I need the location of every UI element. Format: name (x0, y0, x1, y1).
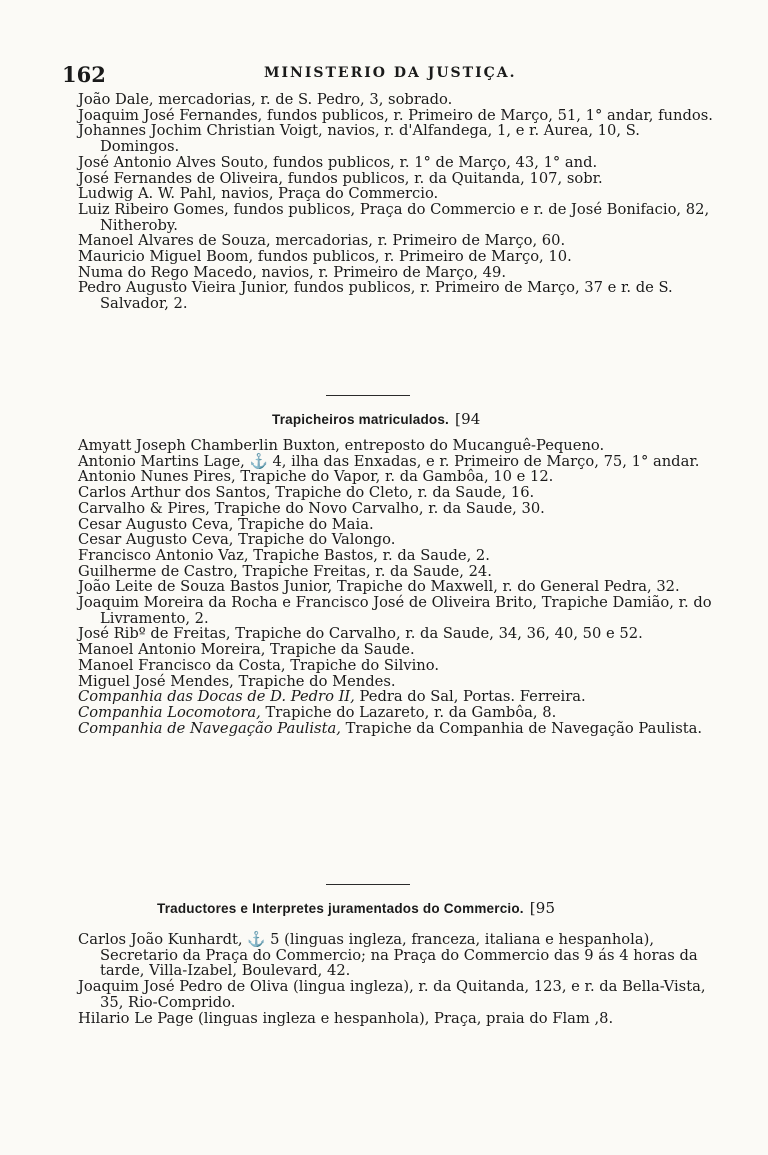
list-item: João Leite de Souza Bastos Junior, Trapiche do Maxwell, r. do General Pedra, 32. (78, 578, 680, 596)
list-item: Guilherme de Castro, Trapiche Freitas, r. da Saude, 24. (78, 562, 492, 580)
list-item: Ludwig A. W. Pahl, navios, Praça do Commercio. (78, 185, 439, 203)
list-item-company (78, 689, 718, 705)
list-item: Joaquim José Pedro de Oliva (lingua ingleza), r. da Quitanda, 123, e r. da Bella-Vista, 35, Rio-Comprido. (78, 978, 706, 1011)
company-name: Companhia de Navegação Paulista, (78, 719, 341, 737)
list-item: Cesar Augusto Ceva, Trapiche do Valongo. (78, 531, 396, 549)
list-item: Johannes Jochim Christian Voigt, navios, r. d'Alfandega, 1, e r. Aurea, 10, S. Domingos. (78, 122, 640, 156)
trapicheiros-list (78, 438, 718, 736)
company-details: Trapiche da Companhia de Navegação Paulista. (340, 719, 703, 737)
company-name: Companhia Locomotora, (78, 703, 261, 721)
list-item: João Dale, mercadorias, r. de S. Pedro, 3, sobrado. (78, 91, 453, 108)
intro-list (78, 92, 718, 312)
traductores-list (78, 932, 718, 1026)
company-name: Companhia das Docas de D. Pedro II, (78, 688, 355, 706)
list-item: José Ribº de Freitas, Trapiche do Carvalho, r. da Saude, 34, 36, 40, 50 e 52. (78, 625, 643, 643)
section-divider (326, 395, 410, 396)
list-item: Carlos Arthur dos Santos, Trapiche do Cleto, r. da Saude, 16. (78, 484, 535, 502)
list-item-company (78, 705, 718, 721)
list-item: José Fernandes de Oliveira, fundos publicos, r. da Quitanda, 107, sobr. (78, 169, 603, 187)
list-item: Miguel José Mendes, Trapiche do Mendes. (78, 672, 396, 690)
list-item: Joaquim Moreira da Rocha e Francisco José de Oliveira Brito, Trapiche Damião, r. do Livramento, 2. (78, 594, 712, 627)
list-item: Manoel Antonio Moreira, Trapiche da Saude. (78, 641, 415, 659)
list-item: Carlos João Kunhardt, ⚓ 5 (linguas ingleza, franceza, italiana e hespanhola), Secretario da Praça do Commercio; na Praça do Commercio das 9 ás 4 horas da tarde, Villa-Izabel, Boulevard, 42. (78, 931, 698, 980)
company-details: Pedra do Sal, Portas. Ferreira. (354, 688, 586, 706)
section-heading-trapicheiros (272, 410, 481, 428)
list-item: Carvalho & Pires, Trapiche do Novo Carvalho, r. da Saude, 30. (78, 499, 545, 517)
list-item: José Antonio Alves Souto, fundos publicos, r. 1° de Março, 43, 1° and. (78, 153, 598, 171)
list-item: Antonio Nunes Pires, Trapiche do Vapor, r. da Gambôa, 10 e 12. (78, 468, 554, 486)
list-item: Manoel Alvares de Souza, mercadorias, r. Primeiro de Março, 60. (78, 232, 566, 250)
company-details: Trapiche do Lazareto, r. da Gambôa, 8. (260, 703, 557, 721)
section-ref: [94 (455, 410, 481, 428)
list-item: Manoel Francisco da Costa, Trapiche do Silvino. (78, 656, 440, 674)
page-number: 162 (62, 62, 106, 87)
list-item-company (78, 721, 718, 737)
list-item: Francisco Antonio Vaz, Trapiche Bastos, r. da Saude, 2. (78, 546, 490, 564)
list-item: Mauricio Miguel Boom, fundos publicos, r. Primeiro de Março, 10. (78, 248, 572, 266)
section-divider (326, 884, 410, 885)
section-heading-traductores (157, 899, 555, 917)
section-title-text: Traductores e Interpretes juramentados do Commercio. (157, 901, 524, 916)
list-item: Numa do Rego Macedo, navios, r. Primeiro de Março, 49. (78, 263, 507, 281)
list-item: Cesar Augusto Ceva, Trapiche do Maia. (78, 515, 374, 533)
list-item: Joaquim José Fernandes, fundos publicos, r. Primeiro de Março, 51, 1° andar, fundos. (78, 106, 713, 124)
list-item: Amyatt Joseph Chamberlin Buxton, entreposto do Mucanguê-Pequeno. (78, 437, 605, 454)
list-item: Pedro Augusto Vieira Junior, fundos publicos, r. Primeiro de Março, 37 e r. de S. Salvador, 2. (78, 279, 673, 313)
list-item: Antonio Martins Lage, ⚓ 4, ilha das Enxadas, e r. Primeiro de Março, 75, 1° andar. (78, 452, 700, 470)
running-title: MINISTERIO DA JUSTIÇA. (264, 65, 517, 81)
section-ref: [95 (529, 899, 556, 917)
list-item: Hilario Le Page (linguas ingleza e hespanhola), Praça, praia do Flam ,8. (78, 1009, 614, 1027)
page-header (62, 62, 742, 86)
section-title-text: Trapicheiros matriculados. (272, 412, 450, 427)
list-item: Luiz Ribeiro Gomes, fundos publicos, Praça do Commercio e r. de José Bonifacio, 82, Nitheroby. (78, 200, 710, 234)
